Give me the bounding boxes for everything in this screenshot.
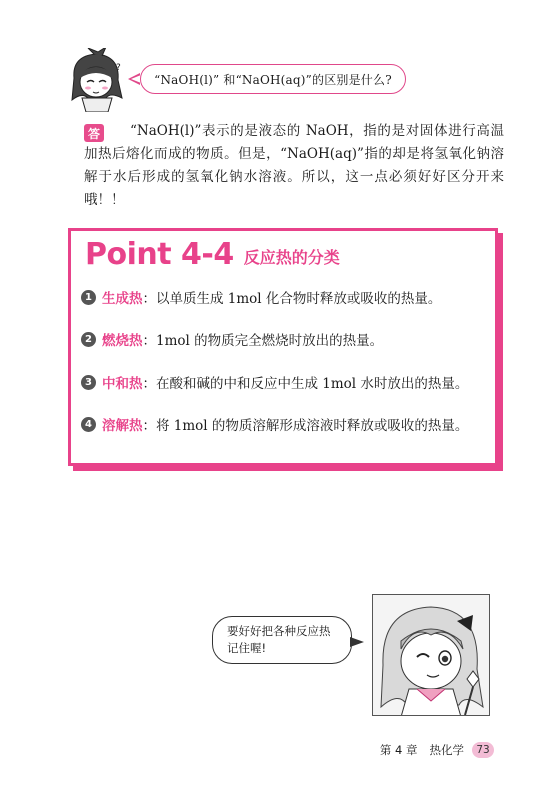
item-number-icon: 1 [81, 290, 96, 305]
item-number-icon: 3 [81, 375, 96, 390]
point-item [81, 287, 441, 307]
item-description: ：以单质生成 1mol 化合物时释放或吸收的热量。 [142, 291, 442, 307]
question-bubble [140, 64, 406, 94]
tip-line-1: 要好好把各种反应热 [227, 624, 331, 638]
answer-badge: 答 [84, 124, 104, 142]
answer-paragraph: “NaOH(l)”表示的是液态的 NaOH，指的是对固体进行高温加热后熔化而成的物质。但是，“NaOH(aq)”指的却是将氢氧化钠溶解于水后形成的氢氧化钠水溶液。所以，这一点必须好好区分开来哦！！ [84, 123, 504, 208]
character-illustration [372, 594, 490, 716]
tip-bubble [212, 616, 352, 664]
question-text: “NaOH(l)” 和“NaOH(aq)”的区别是什么? [154, 72, 392, 87]
point-subtitle: 反应热的分类 [243, 248, 340, 267]
tip-line-2: 记住喔! [227, 641, 267, 655]
page-footer [380, 742, 494, 758]
item-term: 燃烧热 [102, 333, 143, 349]
item-number-icon: 2 [81, 332, 96, 347]
point-title: Point 4-4 [85, 237, 234, 272]
item-description: ：在酸和碱的中和反应中生成 1mol 水时放出的热量。 [142, 376, 469, 392]
chapter-topic: 热化学 [429, 743, 464, 757]
item-term: 中和热 [102, 376, 143, 392]
point-item [81, 372, 468, 392]
point-item [81, 414, 468, 434]
point-item [81, 329, 383, 349]
character-avatar-top [66, 48, 128, 112]
svg-text:?: ? [116, 63, 121, 73]
tip-bubble-tail [350, 637, 364, 647]
point-box [68, 228, 498, 466]
item-number-icon: 4 [81, 417, 96, 432]
item-term: 生成热 [102, 291, 143, 307]
item-description: ：1mol 的物质完全燃烧时放出的热量。 [142, 333, 384, 349]
chapter-label: 第 4 章 [379, 743, 418, 757]
item-term: 溶解热 [102, 418, 143, 434]
item-description: ：将 1mol 的物质溶解形成溶液时释放或吸收的热量。 [142, 418, 469, 434]
point-header [85, 237, 340, 272]
page-number: 73 [472, 742, 494, 758]
